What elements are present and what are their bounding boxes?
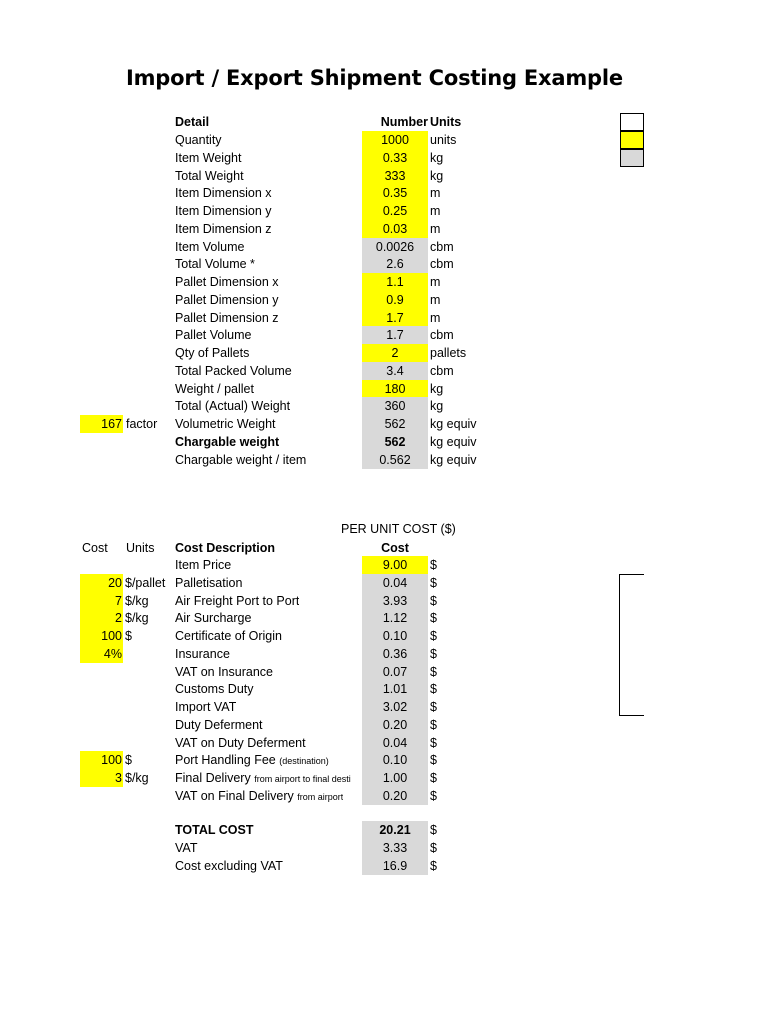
detail-label: Volumetric Weight [175, 417, 276, 431]
detail-value[interactable]: 0.25 [362, 202, 428, 220]
cost-units-header: Units [126, 541, 155, 555]
detail-value: 562 [362, 433, 428, 451]
unit-cost-value: 0.20 [362, 716, 428, 734]
cost-description [175, 645, 230, 663]
cost-description [175, 574, 242, 592]
unit-cost-currency: $ [430, 646, 437, 661]
detail-unit: kg equiv [430, 434, 477, 449]
detail-label: Pallet Dimension z [175, 310, 279, 325]
detail-label: Total (Actual) Weight [175, 399, 291, 414]
detail-unit: kg [430, 168, 444, 183]
detail-unit: m [430, 221, 441, 236]
unit-cost-value: 0.04 [362, 734, 428, 752]
detail-label: Item Weight [175, 150, 242, 165]
cost-description-label: Certificate of Origin [175, 629, 282, 643]
detail-value[interactable]: 0.9 [362, 291, 428, 309]
detail-label: Chargable weight / item [175, 452, 307, 467]
detail-label: Pallet Dimension x [175, 275, 279, 289]
total-label: Cost excluding VAT [175, 858, 283, 873]
total-label: VAT [175, 840, 198, 855]
cost-input-header: Cost [82, 541, 108, 555]
detail-value: 562 [362, 415, 428, 433]
legend-swatch [620, 113, 644, 131]
detail-unit: kg equiv [430, 417, 477, 431]
detail-unit: cbm [430, 363, 454, 378]
cost-description-label: VAT on Duty Deferment [175, 735, 306, 750]
unit-cost-currency: $ [430, 771, 437, 785]
detail-unit: units [430, 133, 457, 147]
detail-unit: kg [430, 150, 444, 165]
unit-cost-value: 1.01 [362, 680, 428, 698]
cost-input-unit: $/kg [125, 611, 149, 626]
factor-value[interactable]: 167 [80, 415, 123, 433]
cost-input-value [80, 734, 123, 752]
cost-description [175, 592, 299, 610]
detail-unit: m [430, 204, 441, 218]
cost-input-value [80, 716, 123, 734]
cost-description-label: VAT on Final Delivery [175, 788, 294, 803]
detail-unit: pallets [430, 346, 467, 360]
unit-cost-value: 1.00 [362, 769, 428, 787]
unit-cost-currency: $ [430, 664, 437, 679]
unit-cost-currency: $ [430, 753, 437, 768]
cost-description-label: Air Surcharge [175, 611, 252, 626]
cost-input-unit: $/kg [125, 771, 149, 785]
detail-unit: cbm [430, 328, 454, 343]
detail-label: Quantity [175, 133, 222, 147]
cost-input-value[interactable]: 2 [80, 609, 123, 627]
detail-label: Chargable weight [175, 434, 280, 449]
per-unit-cost-title: PER UNIT COST ($) [341, 522, 456, 536]
detail-value[interactable]: 0.03 [362, 220, 428, 238]
cost-input-value[interactable]: 100 [80, 627, 123, 645]
detail-value: 2.6 [362, 255, 428, 273]
detail-label: Total Packed Volume [175, 363, 292, 378]
cost-description-label: VAT on Insurance [175, 664, 273, 679]
detail-value[interactable]: 2 [362, 344, 428, 362]
units-header: Units [430, 115, 462, 129]
detail-value: 1.7 [362, 326, 428, 344]
detail-label: Qty of Pallets [175, 346, 250, 360]
cost-description-label: Item Price [175, 558, 232, 572]
unit-cost-value: 3.93 [362, 592, 428, 610]
cost-description-note: (destination) [279, 756, 329, 767]
detail-value[interactable]: 333 [362, 167, 428, 185]
cost-description-label: Customs Duty [175, 682, 254, 697]
unit-cost-currency: $ [430, 611, 437, 626]
cost-description-note: from airport [297, 791, 344, 802]
page-title: Import / Export Shipment Costing Example [126, 66, 623, 90]
cost-description-label: Import VAT [175, 700, 237, 714]
cost-description [175, 698, 236, 716]
unit-cost-value: 0.36 [362, 645, 428, 663]
detail-unit: m [430, 310, 441, 325]
cost-description [175, 627, 282, 645]
cost-description [175, 751, 329, 769]
cost-description [175, 663, 273, 681]
total-value: 20.21 [362, 821, 428, 839]
cost-description [175, 556, 231, 574]
detail-value[interactable]: 1.7 [362, 309, 428, 327]
cost-description-label: Palletisation [175, 575, 243, 590]
cost-input-value [80, 787, 123, 805]
cost-input-unit: $ [125, 753, 132, 768]
detail-label: Item Dimension x [175, 186, 272, 201]
detail-value: 0.0026 [362, 238, 428, 256]
detail-label: Item Dimension y [175, 204, 272, 218]
unit-cost-value: 0.10 [362, 751, 428, 769]
detail-unit: m [430, 186, 441, 201]
total-value: 3.33 [362, 839, 428, 857]
legend-swatch [620, 149, 644, 167]
total-currency: $ [430, 858, 437, 873]
cost-description [175, 716, 263, 734]
cost-description-header: Cost Description [175, 541, 276, 555]
unit-cost-value: 0.04 [362, 574, 428, 592]
total-label: TOTAL COST [175, 823, 254, 837]
unit-cost-value: 1.12 [362, 609, 428, 627]
detail-unit: kg [430, 381, 444, 396]
cost-description-label: Duty Deferment [175, 717, 263, 732]
detail-value: 0.562 [362, 451, 428, 469]
unit-cost-currency: $ [430, 700, 437, 714]
unit-cost-value: 0.07 [362, 663, 428, 681]
detail-value[interactable]: 180 [362, 380, 428, 398]
detail-unit: m [430, 292, 441, 307]
unit-cost-value[interactable]: 9.00 [362, 556, 428, 574]
cost-description [175, 609, 251, 627]
detail-label: Pallet Volume [175, 328, 252, 343]
cost-input-unit: $ [125, 629, 132, 643]
detail-label: Item Volume [175, 239, 245, 254]
cost-input-value [80, 680, 123, 698]
detail-label: Pallet Dimension y [175, 292, 279, 307]
detail-value[interactable]: 1.1 [362, 273, 428, 291]
cost-input-value[interactable]: 100 [80, 751, 123, 769]
cost-description [175, 769, 351, 787]
detail-label: Total Volume * [175, 257, 255, 272]
detail-header: Detail [175, 115, 210, 129]
unit-cost-currency: $ [430, 735, 437, 750]
detail-unit: kg equiv [430, 452, 477, 467]
unit-cost-header: Cost [381, 541, 409, 555]
unit-cost-currency: $ [430, 629, 437, 643]
factor-label: factor [126, 417, 158, 431]
legend-swatch [620, 131, 644, 149]
unit-cost-currency: $ [430, 575, 437, 590]
cost-input-value[interactable]: 20 [80, 574, 123, 592]
cost-description-label: Final Delivery [175, 771, 251, 785]
detail-label: Item Dimension z [175, 221, 272, 236]
cost-input-value[interactable]: 7 [80, 592, 123, 610]
detail-label: Total Weight [175, 168, 244, 183]
cost-input-value[interactable]: 4% [80, 645, 123, 663]
unit-cost-value: 0.10 [362, 627, 428, 645]
cost-description-label: Port Handling Fee [175, 753, 276, 768]
cost-input-value[interactable]: 3 [80, 769, 123, 787]
total-currency: $ [430, 840, 437, 855]
cost-input-unit: $/kg [125, 593, 149, 608]
cost-description [175, 734, 306, 752]
unit-cost-currency: $ [430, 593, 437, 608]
cost-input-value [80, 663, 123, 681]
unit-cost-value: 0.20 [362, 787, 428, 805]
detail-label: Weight / pallet [175, 381, 254, 396]
unit-cost-value: 3.02 [362, 698, 428, 716]
cost-description-note: from airport to final desti [254, 774, 351, 784]
cost-description-label: Insurance [175, 646, 230, 661]
cost-input-value [80, 556, 123, 574]
unit-cost-currency: $ [430, 558, 437, 572]
detail-unit: cbm [430, 239, 454, 254]
number-header: Number [380, 115, 428, 129]
unit-cost-currency: $ [430, 682, 437, 697]
detail-unit: kg [430, 399, 444, 414]
cost-description [175, 787, 343, 805]
cost-description-label: Air Freight Port to Port [175, 593, 300, 608]
detail-unit: m [430, 275, 441, 289]
detail-value: 3.4 [362, 362, 428, 380]
detail-unit: cbm [430, 257, 454, 272]
detail-value[interactable]: 0.33 [362, 149, 428, 167]
detail-value[interactable]: 0.35 [362, 184, 428, 202]
bracket-marker [619, 574, 644, 716]
total-currency: $ [430, 823, 437, 837]
cost-input-unit: $/pallet [125, 575, 166, 590]
cost-input-value [80, 698, 123, 716]
total-value: 16.9 [362, 857, 428, 875]
unit-cost-currency: $ [430, 717, 437, 732]
cost-description [175, 680, 254, 698]
detail-value[interactable]: 1000 [362, 131, 428, 149]
unit-cost-currency: $ [430, 788, 437, 803]
detail-value: 360 [362, 397, 428, 415]
